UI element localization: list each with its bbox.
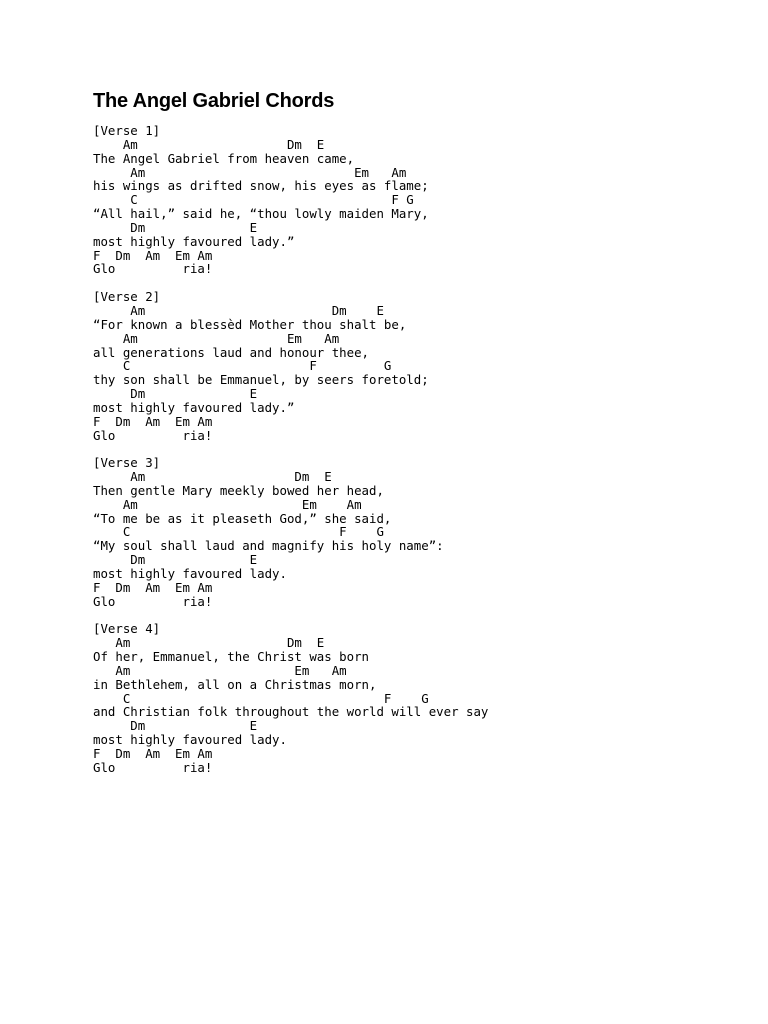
chord-line: Am Em Am	[93, 662, 347, 678]
lyric-line: “For known a blessèd Mother thou shalt be,	[93, 316, 407, 332]
lyric-line: most highly favoured lady.”	[93, 233, 295, 249]
lyric-line: thy son shall be Emmanuel, by seers foretold;	[93, 372, 429, 388]
chord-line: Dm E	[93, 219, 258, 235]
chord-line: F Dm Am Em Am	[93, 413, 213, 429]
chord-line: Am Dm E	[93, 635, 325, 651]
chord-line: Am Em Am	[93, 330, 340, 346]
lyric-line: most highly favoured lady.	[93, 732, 287, 748]
verse-2	[93, 290, 733, 442]
lyric-line: and Christian folk throughout the world will ever say	[93, 704, 489, 720]
chord-line: C F G	[93, 690, 429, 706]
song-sheet	[93, 124, 733, 775]
chord-line: F Dm Am Em Am	[93, 579, 213, 595]
chord-line: F Dm Am Em Am	[93, 247, 213, 263]
lyric-line: Glo ria!	[93, 261, 213, 277]
lyric-line: Glo ria!	[93, 759, 213, 775]
lyric-line: all generations laud and honour thee,	[93, 344, 370, 360]
chord-line: C F G	[93, 358, 392, 374]
chord-line: Am Dm E	[93, 136, 325, 152]
lyric-line: most highly favoured lady.	[93, 566, 287, 581]
lyric-line: “All hail,” said he, “thou lowly maiden Mary,	[93, 206, 429, 222]
lyric-line: in Bethlehem, all on a Christmas morn,	[93, 676, 377, 692]
lyric-line: most highly favoured lady.”	[93, 399, 295, 415]
chord-line: C F G	[93, 524, 384, 540]
verse-header: [Verse 1]	[93, 123, 161, 138]
document-page	[93, 88, 733, 789]
lyric-line: Glo ria!	[93, 593, 213, 609]
verse-1	[93, 124, 733, 276]
verse-header: [Verse 4]	[93, 621, 161, 637]
chord-line: Dm E	[93, 718, 258, 734]
chord-line: F Dm Am Em Am	[93, 745, 213, 761]
lyric-line: The Angel Gabriel from heaven came,	[93, 150, 355, 166]
lyric-line: Glo ria!	[93, 427, 213, 443]
verse-4	[93, 622, 733, 774]
lyric-line: Of her, Emmanuel, the Christ was born	[93, 649, 370, 665]
chord-line: Am Dm E	[93, 302, 384, 318]
chord-line: Am Dm E	[93, 469, 332, 485]
lyric-line: “To me be as it pleaseth God,” she said,	[93, 510, 392, 526]
verse-header: [Verse 2]	[93, 289, 161, 305]
chord-line: Dm E	[93, 386, 258, 402]
chord-line: C F G	[93, 192, 414, 208]
chord-line: Am Em Am	[93, 496, 362, 512]
verse-3	[93, 456, 733, 608]
verse-header: [Verse 3]	[93, 455, 161, 471]
chord-line: Am Em Am	[93, 164, 407, 180]
lyric-line: his wings as drifted snow, his eyes as flame;	[93, 178, 429, 194]
lyric-line: “My soul shall laud and magnify his holy name”:	[93, 538, 444, 554]
page-title: The Angel Gabriel Chords	[93, 90, 335, 112]
chord-line: Dm E	[93, 552, 258, 568]
lyric-line: Then gentle Mary meekly bowed her head,	[93, 482, 384, 498]
